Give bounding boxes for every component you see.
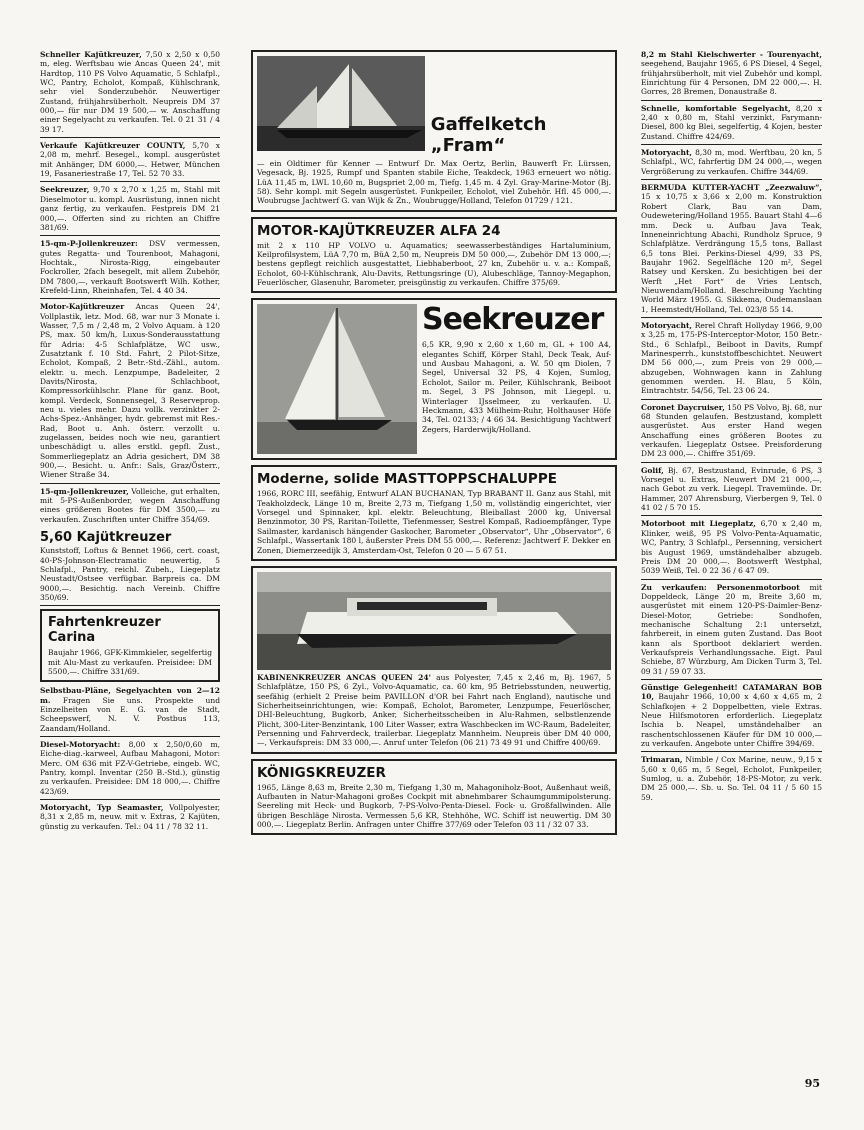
classified-ad (40, 302, 220, 484)
alfa-ad (251, 217, 617, 294)
carina-body: Baujahr 1966, GFK-Kimmkieler, segelfertig mit Alu-Mast zu verkaufen. Preisidee: DM 5500,—. Chiffre 331/69. (48, 648, 212, 676)
ad-body: 7,50 x 2,50 x 0,50 m, eleg. Werftsbau wie Ancas Queen 24', mit Hardtop, 110 PS Volvo Aquamatic, 5 Schlafpl., WC, Pantry, Echolot, Kompaß, Kühlschrank, sehr viel Sonderzubehör. Neuwertiger Zustand, frühjahrsüberholt. Neupreis DM 37 000,— für nur DM 19 500,— w. Anschaffung einer Segelyacht zu verkaufen. Tel. 0 21 31 / 4 39 17. (40, 50, 220, 134)
ad-headline: Selbstbau-Pläne, Segelyachten von 2—12 m. (40, 686, 220, 705)
ad-body: Volleiche, gut erhalten, mit 5-PS-Außenborder, wegen Anschaffung eines größeren Bootes für DM 3500,— zu verkaufen. Zuschriften unter Chiffre 354/69. (40, 486, 220, 524)
fram-ketch-photo (257, 56, 425, 151)
ad-headline: BERMUDA KUTTER-YACHT „Zeezwaluw“, (641, 183, 822, 193)
ad-body: DSV vermessen, gutes Regatta- und Tourenboot, Mahagoni, Hochtak., Nirosta-Rigg, eingebauter Fockroller, 2fach besegelt, mit allem Zubehör, DM 7800,—, verkauft Bootswerft Wilh. Kother, Krefeld-Linn, Rheinhafen, Tel. 4 40 34. (40, 239, 220, 295)
ad-body: Bj. 67, Bestzustand, Evinrude, 6 PS, 3 Vorsegel u. Extras, Neuwert DM 21 000,—, nach Gebot zu verk. Liegepl. Travemünde. Dr. Hammer, 207 Ahrensburg, Vierbergen 9, Tel. 0 41 02 / 5 70 15. (641, 465, 822, 513)
ad-body: 9,70 x 2,70 x 1,25 m, Stahl mit Dieselmotor u. kompl. Ausrüstung, innen nicht ganz fertig, zu verkaufen. Festpreis DM 21 000,—. Offerten sind zu richten an Chiffre 381/69. (40, 185, 220, 232)
seekreuzer-body: 6,5 KR, 9,90 x 2,60 x 1,60 m, GL + 100 A4, elegantes Schiff, Körper Stahl, Deck Teak, Auf- und Ausbau Mahagoni, a. W. 50 qm Diolen, 7 Segel, Universal 32 PS, 4 Kojen, Sumlog, Echolot, Sailor m. Peiler, Kühlschrank, Beiboot m. Segel, 3 PS Johnson, mit Liegepl. u. Winterlager IJsselmeer, zu verkaufen. U. Heckmann, 433 Mülheim-Ruhr, Holthauser Höfe 34, Tel. 02133; / 4 66 34. Besichtigung Yachtwerf Zegers, Harderwijk/Holland. (422, 340, 611, 434)
classified-ad (641, 583, 822, 680)
classified-ad (641, 50, 822, 101)
ad-headline: Motoryacht, (641, 148, 693, 158)
ancas-body: aus Polyester, 7,45 x 2,46 m, Bj. 1967, 5 Schlafplätze, 150 PS, 6 Zyl., Volvo-Aquamatic, ca. 60 km, 95 Betriebsstunden, neuwertig, seefähig (erhielt 2 Preise beim PAVILLON d'OR bei Fahrt nach England), nautische und Sicherheitseinrichtungen, wie: Kompaß, Echolot, Barometer, Lenzpumpe, Feuerlöscher, DHI-Beleuchtung, Bugkorb, Anker, Sicherheitsscheiben in Alu-Rahmen, selbstlenzende Plicht, 300-Liter-Benzintank, 100 Liter Wasser, extra Waschbecken im WC-Raum, Badeleiter, Persenning und Fahrverdeck, trailerbar. Liegeplatz Mannheim. Neupreis über DM 40 000,—, Verkaufspreis: DM 33 000,—. Anruf unter Telefon (06 21) 73 49 91 und Chiffre 400/69. (257, 672, 611, 748)
classified-ad (40, 803, 220, 834)
ad-body: Fragen Sie uns. Prospekte und Einzelheiten von E. G. van de Stadt, Scheepswerf, N. V. Postbus 113, Zaandam/Holland. (40, 695, 220, 733)
ad-headline: Golif, (641, 465, 664, 475)
seekreuzer-photo (257, 304, 417, 454)
middle-column (251, 50, 617, 840)
ancas-head: KABINENKREUZER ANCAS QUEEN 24' (257, 672, 431, 682)
classified-ad (40, 185, 220, 236)
classified-ad (641, 519, 822, 579)
koenigskreuzer-body: 1965, Länge 8,63 m, Breite 2,30 m, Tiefgang 1,30 m, Mahagoniholz-Boot, Außenhaut weiß, Aufbauten in Natur-Mahagoni großes Cockpit mit abnehmbarer Schaumgummipolsterung. Seereling mit Heck- und Bugkorb, 7-PS-Volvo-Penta-Diesel. Fock- u. Großfallwinden. Alle übrigen Beschläge Nirosta. Vermessen 5,6 KR, Stehhöhe, WC. Schiff ist neuwertig. DM 30 000,—. Liegeplatz Berlin. Anfragen unter Chiffre 377/69 oder Telefon 03 11 / 32 07 33. (257, 782, 611, 829)
classified-ad (641, 403, 822, 463)
masttopp-ad (251, 465, 617, 560)
ad-headline: Schnelle, komfortable Segelyacht, (641, 103, 791, 113)
masttopp-body: 1966, RORC III, seefähig, Entwurf ALAN BUCHANAN, Typ BRABANT II. Ganz aus Stahl, mit Teakholzdeck, Länge 10 m, Breite 2,73 m, Tiefgang 1,50 m, vollständig eingerichtet, vier Vorsegel und Spinnaker, kpl. elektr. Beleuchtung, Bleiballast 2000 kg, Universal Benzinmotor, 30 PS, Raritan-Toilette, Tiefenmesser, Sestrel Kompaß, Radioempfänger, Type Sailmaster, kardanisch hängender Gaskocher, Barometer „Observator“, Uhr „Observator“, 6 Schlafpl., Wassertank 180 l, äußerster Preis DM 55 000,—. Referenz: Jachtwerf F. Dekker en Zonen, Diemerzeedijk 3, Amsterdam-Ost, Telefon 0 20 — 5 67 51. (257, 489, 611, 555)
ad-headline: Motorboot mit Liegeplatz, (641, 519, 756, 529)
fram-ad (251, 50, 617, 212)
ad-headline: Verkaufe Kajütkreuzer COUNTY, (40, 141, 186, 151)
classified-ad (641, 683, 822, 752)
ad-headline: Seekreuzer, (40, 185, 90, 195)
classified-ad (40, 50, 220, 138)
seekreuzer-title: Seekreuzer (422, 302, 604, 338)
classified-ad (40, 740, 220, 800)
ad-headline: Schneller Kajütkreuzer, (40, 50, 142, 59)
ancas-body-wrap (257, 673, 611, 748)
koenigskreuzer-ad (251, 759, 617, 836)
ad-body: seegehend, Baujahr 1965, 6 PS Diesel, 4 Segel, frühjahrsüberholt, mit viel Zubehör und kompl. Einrichtung für 4 Personen, DM 22 000,—. H. Gorres, 28 Bremen, Donaustraße 8. (641, 59, 822, 97)
classified-ad (641, 321, 822, 400)
classified-ad (40, 487, 220, 527)
ad-headline: Motor-Kajütkreuzer (40, 302, 125, 312)
classified-ad (641, 148, 822, 180)
ad-headline: Zu verkaufen: Personenmotorboot (641, 582, 800, 592)
ad-body: Vollpolyester, 8,31 x 2,85 m, neuw. mit v. Extras, 2 Kajüten, günstig zu verkaufen. Tel.: 04 11 / 78 32 11. (40, 803, 221, 831)
page-number: 95 (804, 1077, 820, 1090)
ad-headline: 15-qm-P-Jollenkreuzer: (40, 239, 138, 249)
ad-body: 8,00 x 2,50/0,60 m, Eiche-diag.-karweel, Aufbau Mahagoni, Motor: Merc. OM 636 mit FZ-V-Getriebe, eingeb. WC, Pantry, kompl. Inventar (250 B.-Std.), günstig zu verkaufen. Preisidee: DM 18 000,—. Chiffre 423/69. (40, 739, 220, 796)
kajuetkreuzer-ad (40, 530, 220, 606)
masttopp-title: Moderne, solide MASTTOPPSCHALUPPE (257, 471, 557, 488)
kajuetkreuzer-body: Kunststoff, Loftus & Bennet 1966, cert. coast, 40-PS-Johnson-Electramatic neuwertig, 5 Schlafpl., Pantry, reichl. Zubeh., Liegeplatz Neustadt/Ostsee verfügbar. Barpreis ca. DM 9000,—. Besichtig. nach Vereinb. Chiffre 350/69. (40, 546, 220, 602)
classified-ad (641, 183, 822, 318)
classified-ad (641, 755, 822, 805)
ad-body: 150 PS Volvo, Bj. 68, nur 68 Stunden gelaufen. Bestzustand, komplett ausgerüstet. Aus erster Hand wegen Anschaffung eines größeren Bootes zu verkaufen. Liegeplatz Ostsee. Preisforderung DM 23 000,—. Chiffre 351/69. (641, 402, 822, 459)
ad-body: Baujahr 1966, 10,00 x 4,60 x 4,65 m, 2 Schlafkojen + 2 Doppelbetten, viele Extras. Neue Hilfsmotoren erforderlich. Liegeplatz Ischia b. Neapel, umständehalber an raschentschlossenen Käufer für DM 10 000,— zu verkaufen. Angebote unter Chiffre 394/69. (641, 692, 823, 749)
carina-ad (40, 609, 220, 682)
ad-body: Ancas Queen 24', Vollplastik, letz. Mod. 68, war nur 3 Monate i. Wasser, 7,5 m / 2,48 m, 2 Volvo Aquam. à 120 PS, max. 50 km/h, Luxus-Sonderausstattung für Adria: 4-5 Schlafplätze, WC usw., Zusatztank f. 10 Std. Fahrt, 2 Pilot-Sitze, Echolot, Kompaß, 2 Betr.-Std.-Zähl., autom. elektr. u. mech. Lenzpumpe, Badeleiter, 2 Davits/Nirosta, Schlachboot, Kompressorkühlschr. Plane für ganz. Boot, kompl. Verdeck, Sonnensegel, 3 Reserveprop. neu u. vieles mehr. Dazu vollk. verzinkter 2-Achs-Spez.-Anhänger, hydr. gebremst mit Res.-Rad, Boot u. Anh. österr. verzollt u. zugelassen, beides noch wie neu, garantiert unbeschädigt u. alles erstkl. gepfl. Zust., Sommerliegeplatz an Adria gesichert, DM 38 900,—. Besicht. u. Anfr.: Sals, Graz/Österr., Wiener Straße 34. (40, 302, 220, 480)
alfa-title: MOTOR-KAJÜTKREUZER ALFA 24 (257, 222, 501, 239)
ad-headline: 15-qm-Jollenkreuzer, (40, 486, 129, 496)
koenigskreuzer-title: KÖNIGSKREUZER (257, 764, 386, 781)
kajuetkreuzer-title: 5,60 Kajütkreuzer (40, 530, 172, 546)
ad-headline: Motoryacht, (641, 320, 693, 330)
ad-body: Nimble / Cox Marine, neuw., 9,15 x 5,60 x 0,65 m, 5 Segel, Echolot, Funkpeiler, Sumlog, u. a. Zubehör, 18-PS-Motor, zu verk. DM 25 000,—. Sb. u. So. Tel. 04 11 / 5 60 15 59. (641, 755, 822, 802)
alfa-body: mit 2 x 110 HP VOLVO u. Aquamatics; seewasserbeständiges Hartaluminium, Keilprofilsystem, LüA 7,70 m, BüA 2,50 m, Neupreis DM 50 000,—, Zubehör DM 13 000,—; bestens gepflegt reichlich ausgestattet, Liebhaberboot, 27 kn, Zubehör u. v. a.: Kompaß, Echolot, 60-l-Kühlschrank, Alu-Davits, Rettungsringe (U), Alubeschläge, Tannoy-Megaphon, Feuerlöscher, Glasenuhr, Barometer, preisgünstig zu verkaufen. Chiffre 375/69. (257, 240, 611, 288)
ancas-ad (251, 566, 617, 754)
left-column (40, 50, 220, 837)
fram-body: — ein Oldtimer für Kenner — Entwurf Dr. Max Oertz, Berlin, Bauwerft Fr. Lürssen, Vegesack, Bj. 1925, Rumpf und Spanten stabile Eiche, Teakdeck, 1963 erneuert wo nötig. LüA 11,45 m, LWL 10,60 m, Bugspriet 2,00 m, Tiefg. 1,45 m. 4 Zyl. Gray-Marine-Motor (Bj. 58). Sehr kompl. mit Segeln ausgerüstet. Funkpeiler, Echolot, viel Zubehör. Hfl. 45 000,—. Woubrugse Jachtwerf G. van Wijk & Zn., Woubrugge/Holland, Telefon 01729 / 121. (257, 159, 611, 206)
ad-headline: Günstige Gelegenheit! CATAMARAN BOB 10, (641, 682, 822, 702)
ad-body: Rerel Chraft Hollyday 1966, 9,00 x 3,25 m, 175-PS-Interceptor-Motor, 150 Betr.-Std., 6 Schlafpl., Beiboot in Davits, Rumpf Marinesperrh., kunststoffbeschichtet. Neuwert DM 56 000,—, zum Preis von 29 000,— abzugeben, Wohnwagen kann in Zahlung genommen werden. H. Blau, 5 Köln, Eintrachtstr. 54/56, Tel. 23 06 24. (641, 320, 822, 396)
ad-headline: Motoryacht, Typ Seamaster, (40, 803, 164, 813)
left-ads-top (40, 50, 220, 527)
right-column (641, 50, 822, 808)
ad-body: 5,70 x 2,08 m, mehrf. Besegel., kompl. ausgerüstet mit Anhänger, DM 6000,—. Hetwer, München 19, Fasaneriestraße 17, Tel. 52 70 33. (40, 141, 220, 179)
ad-headline: Coronet Daycruiser, (641, 402, 725, 412)
ancas-queen-photo (257, 572, 611, 670)
ad-body: 15 x 10,75 x 3,66 x 2,00 m. Konstruktion Robert Clark, Bau van Dam, Oudewetering/Holland 1955. Bauart Stahl 4—6 mm. Deck u. Aufbau Java Teak, Inneneinrichtung Abachi, Rundholz Spruce, 9 Schlafplätze. Verdrängung 15,5 tons, Ballast 6,5 tons Blei. Perkins-Diesel 4/99, 33 PS, Baujahr 1962. Segelfläche 120 m², Segel Ratsey und Kersken. Zu besichtigen bei der Werft „Het Fort“ de Vries Lentsch, Nieuwendam/Holland. Beschreibung Yachting World März 1955. G. Sikkema, Oudemanslaan 1, Heemstedt/Holland, Tel. 023/8 55 14. (641, 192, 822, 314)
classified-ad (40, 686, 220, 737)
seekreuzer-ad (251, 298, 617, 460)
classified-ad (40, 141, 220, 182)
left-ads-bottom (40, 686, 220, 834)
ad-body: 8,20 x 2,40 x 0,80 m, Stahl verzinkt, Farymann-Diesel, 800 kg Blei, segelfertig, 4 Kojen, bester Zustand. Chiffre 424/69. (641, 103, 822, 141)
ad-headline: Diesel-Motoryacht: (40, 739, 121, 749)
ad-body: 8,30 m, mod. Werftbau, 20 kn, 5 Schlafpl., WC, fahrfertig DM 24 000,—, wegen Vergrößerung zu verkaufen. Chiffre 344/69. (641, 148, 822, 176)
ad-body: 6,70 x 2,40 m, Klinker, weiß, 95 PS Volvo-Penta-Aquamatic, WC, Pantry, 3 Schlafpl., Persenning, versichert bis August 1969, umständehalber abzugeb. Preis DM 20 000,—. Bootswerft Westphal, 5039 Weiß, Tel. 0 22 36 / 6 47 09. (641, 519, 823, 576)
carina-title: Fahrtenkreuzer Carina (48, 615, 161, 646)
ad-headline: Trimaran, (641, 755, 683, 765)
classified-ad (641, 104, 822, 145)
fram-title: Gaffelketch „Fram“ (430, 114, 547, 156)
classified-ad (40, 239, 220, 299)
ad-headline: 8,2 m Stahl Kielschwerter - Tourenyacht, (641, 50, 822, 59)
classified-ad (641, 466, 822, 517)
ad-body: mit Doppeldeck, Länge 20 m, Breite 3,60 m, ausgerüstet mit einem 120-PS-Daimler-Benz-Diesel-Motor, Getriebe: Sondhofen, mechanische Schaltung 2:1 untersetzt, fahrbereit, in einem guten Zustand. Das Boot kann als Sportboot deklariert werden. Verkaufspreis Verhandlungssache. Eigt. Paul Schiebe, 87 Würzburg, Am Dicken Turm 3, Tel. 09 31 / 59 07 33. (641, 582, 822, 676)
